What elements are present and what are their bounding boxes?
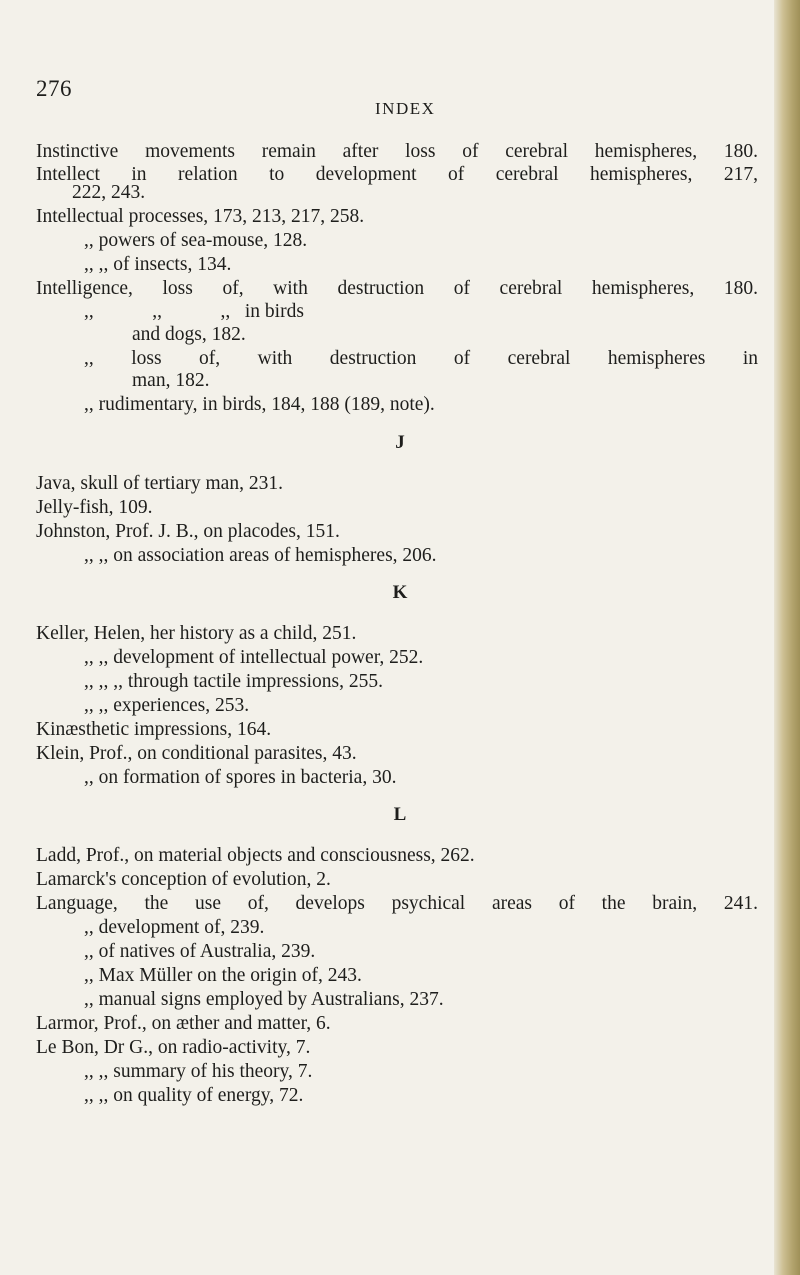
index-subentry: ,, ,, development of intellectual power, 252. (84, 647, 424, 668)
index-entry: Intellect in relation to development of cerebral hemispheres, 217, (36, 164, 758, 185)
index-entry: Language, the use of, develops psychical areas of the brain, 241. (36, 893, 758, 914)
index-subentry: ,, powers of sea-mouse, 128. (84, 230, 308, 251)
index-entry: Lamarck's conception of evolution, 2. (36, 869, 331, 890)
index-entry: Intelligence, loss of, with destruction of cerebral hemispheres, 180. (36, 278, 758, 299)
running-head: INDEX (375, 99, 436, 118)
index-subentry: ,, loss of, with destruction of cerebral hemispheres in (84, 348, 758, 369)
index-entry-continuation: man, 182. (132, 370, 210, 391)
index-subentry: ,, on formation of spores in bacteria, 30. (84, 767, 397, 788)
index-subentry: ,, rudimentary, in birds, 184, 188 (189, note). (84, 394, 435, 415)
index-subentry: ,, manual signs employed by Australians, 237. (84, 989, 444, 1010)
index-entry: Larmor, Prof., on æther and matter, 6. (36, 1013, 331, 1034)
section-letter-l: L (393, 804, 407, 825)
index-entry-continuation: and dogs, 182. (132, 324, 246, 345)
index-subentry: ,, of natives of Australia, 239. (84, 941, 316, 962)
index-subentry: ,, Max Müller on the origin of, 243. (84, 965, 362, 986)
index-subentry: ,, ,, of insects, 134. (84, 254, 232, 275)
index-entry: Java, skull of tertiary man, 231. (36, 473, 283, 494)
index-subentry: ,, ,, experiences, 253. (84, 695, 250, 716)
page-edge (774, 0, 800, 1275)
index-entry: Klein, Prof., on conditional parasites, 43. (36, 743, 357, 764)
index-subentry: ,, ,, ,, through tactile impressions, 255. (84, 671, 383, 692)
index-subentry: ,, ,, summary of his theory, 7. (84, 1061, 313, 1082)
index-entry: Instinctive movements remain after loss of cerebral hemispheres, 180. (36, 141, 758, 162)
index-subentry: ,, ,, on association areas of hemispheres, 206. (84, 545, 437, 566)
index-entry: Ladd, Prof., on material objects and consciousness, 262. (36, 845, 475, 866)
section-letter-k: K (392, 582, 408, 603)
index-entry: Intellectual processes, 173, 213, 217, 258. (36, 206, 365, 227)
index-entry: Le Bon, Dr G., on radio-activity, 7. (36, 1037, 311, 1058)
index-entry: Keller, Helen, her history as a child, 251. (36, 623, 357, 644)
index-subentry: ,, ,, ,, in birds (84, 301, 304, 322)
index-entry: Johnston, Prof. J. B., on placodes, 151. (36, 521, 340, 542)
index-subentry: ,, development of, 239. (84, 917, 265, 938)
section-letter-j: J (395, 432, 405, 453)
page-number: 276 (36, 76, 72, 101)
index-entry: Kinæsthetic impressions, 164. (36, 719, 272, 740)
index-entry-continuation: 222, 243. (72, 182, 146, 203)
index-subentry: ,, ,, on quality of energy, 72. (84, 1085, 304, 1106)
index-entry: Jelly-fish, 109. (36, 497, 153, 518)
